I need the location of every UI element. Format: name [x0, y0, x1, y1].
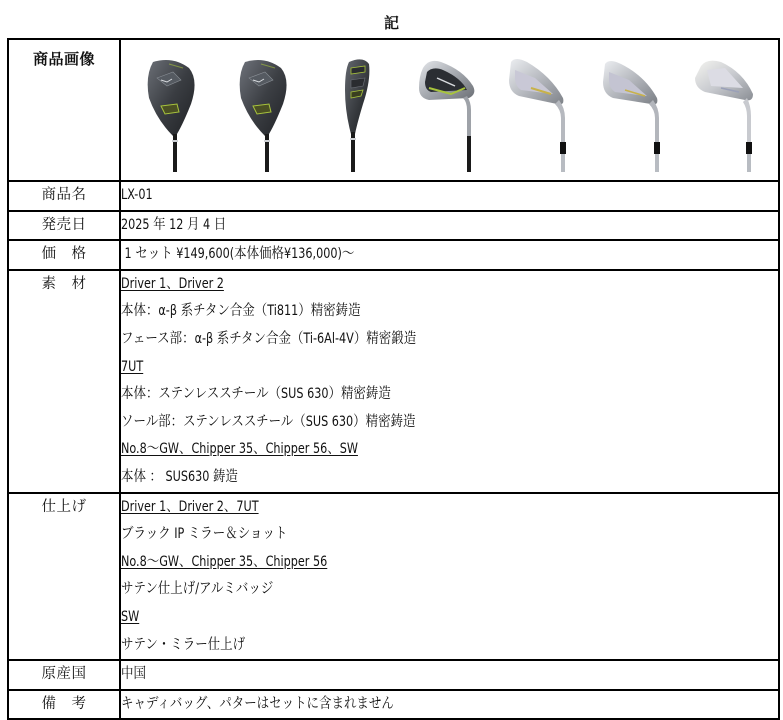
finish-irons-text: サテン仕上げ/アルミバッジ — [121, 581, 274, 598]
row-label-notes: 備 考 — [8, 690, 120, 720]
iron-black-image — [415, 58, 479, 172]
material-irons-body: 本体 ： SUS630 鋳造 — [121, 468, 238, 485]
club-images — [121, 40, 778, 174]
row-origin — [8, 660, 779, 690]
material-heading-irons: No.8～GW、Chipper 35、Chipper 56、SW — [121, 441, 358, 458]
material-heading-driver: Driver 1、Driver 2 — [121, 275, 224, 292]
product-name-value — [120, 181, 779, 211]
material-driver-face: フェース部：α-β 系チタン合金（Ti-6Al-4V）精密鍛造 — [121, 330, 417, 347]
material-heading-7ut: 7UT — [121, 358, 144, 375]
notes-text: キャディバッグ、パターはセットに含まれません — [121, 695, 394, 712]
row-notes — [8, 690, 779, 720]
utility-7ut-image — [339, 58, 379, 172]
row-label-release-date: 発売日 — [8, 211, 120, 241]
driver-2-image — [235, 58, 291, 172]
notes-value — [120, 690, 779, 720]
origin-value — [120, 660, 779, 690]
product-name-text: LX-01 — [121, 187, 153, 203]
row-label-product-image: 商品画像 — [8, 39, 120, 181]
finish-value — [120, 493, 779, 661]
wedge-image — [691, 58, 761, 172]
row-material — [8, 270, 779, 493]
finish-sw-text: サテン・ミラー仕上げ — [121, 636, 246, 653]
finish-heading-irons: No.8～GW、Chipper 35、Chipper 56 — [121, 553, 328, 570]
material-7ut-sole: ソール部：ステンレススチール（SUS 630）精密鋳造 — [121, 413, 416, 430]
row-product-image — [8, 39, 779, 181]
material-value — [120, 270, 779, 493]
row-finish — [8, 493, 779, 661]
material-driver-body: 本体：α-β 系チタン合金（Ti811）精密鋳造 — [121, 303, 361, 320]
finish-woods-text: ブラック IP ミラー＆ショット — [121, 526, 288, 543]
row-label-material: 素 材 — [8, 270, 120, 493]
row-label-price: 価 格 — [8, 240, 120, 270]
driver-1-image — [143, 58, 199, 172]
row-label-origin: 原産国 — [8, 660, 120, 690]
price-value — [120, 240, 779, 270]
material-7ut-body: 本体：ステンレススチール（SUS 630）精密鋳造 — [121, 386, 391, 403]
document-title: 記 — [383, 14, 399, 32]
row-label-product-name: 商品名 — [8, 181, 120, 211]
price-text: 1 セット ¥149,600(本体価格¥136,000)～ — [121, 246, 355, 263]
finish-heading-woods: Driver 1、Driver 2、7UT — [121, 498, 259, 515]
origin-text: 中国 — [121, 666, 146, 683]
release-date-value — [120, 211, 779, 241]
iron-silver-1-image — [505, 58, 573, 172]
spec-table — [7, 38, 780, 720]
finish-heading-sw: SW — [121, 608, 140, 625]
row-label-finish: 仕上げ — [8, 493, 120, 661]
row-price — [8, 240, 779, 270]
iron-silver-2-image — [599, 58, 667, 172]
release-date-text: 2025 年 12 月 4 日 — [121, 216, 227, 233]
product-images-cell — [120, 39, 779, 181]
row-release-date — [8, 211, 779, 241]
row-product-name — [8, 181, 779, 211]
